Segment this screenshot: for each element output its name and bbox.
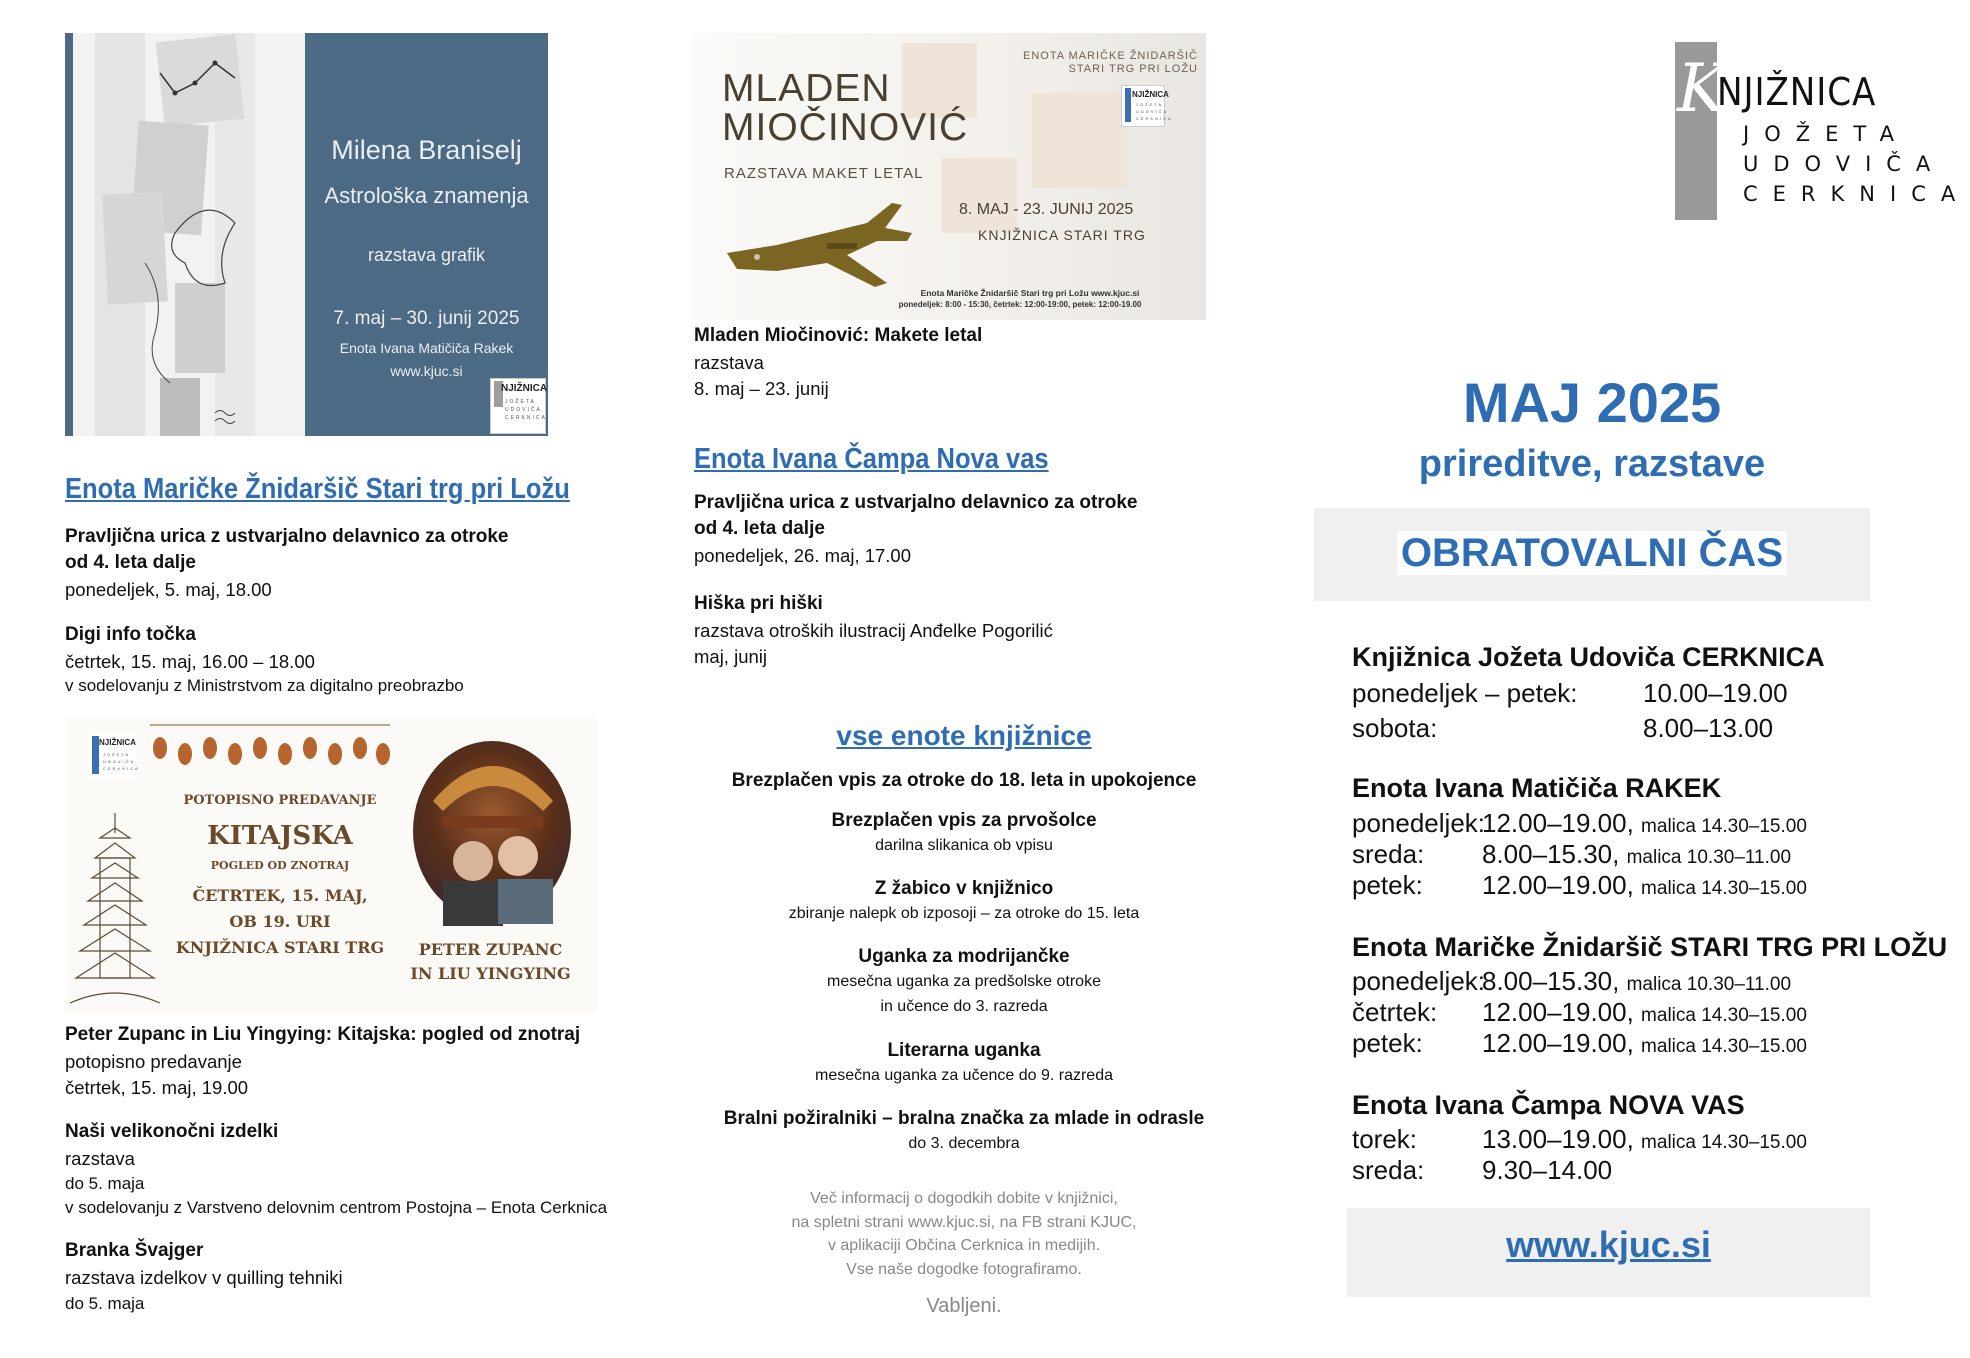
poster-dates: 7. maj – 30. junij 2025: [333, 308, 520, 329]
poster-kicker: POTOPISNO PREDAVANJE: [183, 793, 377, 808]
poster-dates: 8. MAJ - 23. JUNIJ 2025: [959, 201, 1134, 218]
airplane-model-icon: [717, 183, 927, 293]
hours-day: petek:: [1352, 870, 1423, 900]
hours-time: 12.00–19.00, malica 14.30–15.00: [1482, 808, 1807, 838]
library-logo-small: NJIŽNICA JOŽETA UDOVIČA CERKNICA: [1121, 85, 1165, 127]
hours-time: 10.00–19.00: [1643, 678, 1788, 708]
event-note: v sodelovanju z Varstveno delovnim centrom Postojna – Enota Cerknica: [65, 1198, 608, 1217]
welcome-text: Vabljeni.: [926, 1295, 1002, 1317]
hours-day: četrtek:: [1352, 997, 1438, 1027]
hours-time: 12.00–19.00, malica 14.30–15.00: [1482, 1028, 1807, 1058]
all-units-item-desc: in učence do 3. razreda: [880, 998, 1048, 1015]
hours-day: sobota:: [1352, 713, 1438, 743]
section-heading-nova-vas: Enota Ivana Čampa Nova vas: [694, 443, 1049, 475]
poster-footer-hours: ponedeljek: 8:00 - 15:30, četrtek: 12:00-19:00, petek: 12:00-19.00: [898, 300, 1142, 309]
poster-date: ČETRTEK, 15. MAJ,: [192, 886, 368, 905]
all-units-item: Literarna uganka: [887, 1040, 1041, 1061]
poster-org: ENOTA MARIČKE ŽNIDARŠIČ STARI TRG PRI LOŽU: [1023, 50, 1198, 75]
event-when: ponedeljek, 5. maj, 18.00: [65, 579, 272, 600]
event-title: Branka Švajger: [65, 1240, 204, 1261]
poster-names-line2: IN LIU YINGYING: [410, 964, 571, 983]
section-heading-all-units: vse enote knjižnice: [836, 720, 1092, 751]
event-type: razstava izdelkov v quilling tehniki: [65, 1267, 343, 1288]
all-units-item-desc: mesečna uganka za učence do 9. razreda: [815, 1067, 1113, 1084]
event-when: četrtek, 15. maj, 16.00 – 18.00: [65, 651, 315, 672]
all-units-item-desc: mesečna uganka za predšolske otroke: [827, 973, 1101, 990]
poster-subtitle: POGLED OD ZNOTRAJ: [210, 859, 350, 872]
all-units-item: Z žabico v knjižnico: [874, 878, 1054, 899]
hours-time: 8.00–15.30, malica 10.30–11.00: [1482, 839, 1792, 869]
poster-venue: Enota Ivana Matičiča Rakek: [339, 340, 514, 356]
pagoda-illustration: [70, 813, 160, 1008]
hours-time: 8.00–15.30, malica 10.30–11.00: [1482, 966, 1792, 996]
poster-footer-address: Enota Maričke Žnidaršič Stari trg pri Ložu www.kjuc.si: [920, 288, 1140, 298]
all-units-item-desc: do 3. decembra: [908, 1135, 1020, 1152]
event-title: Mladen Miočinović: Makete letal: [694, 325, 983, 346]
poster-url: www.kjuc.si: [390, 363, 463, 379]
event-type: potopisno predavanje: [65, 1051, 242, 1072]
month-title: MAJ 2025: [1462, 371, 1722, 434]
event-when: ponedeljek, 26. maj, 17.00: [694, 545, 912, 566]
hours-time: 9.30–14.00: [1482, 1155, 1613, 1185]
poster-name-line2: MIOČINOVIĆ: [722, 106, 969, 149]
unit-name-stari-trg: Enota Maričke Žnidaršič STARI TRG PRI LOŽU: [1352, 932, 1948, 962]
library-logo-small: NJIŽNICA JOŽETA UDOVIČA CERKNICA: [490, 378, 546, 434]
info-note: Več informacij o dogodkih dobite v knjižnici, na spletni strani www.kjuc.si, na FB strani KJUC, v aplikaciji Občina Cerknica in medijih. Vse naše dogodke fotografiramo.: [791, 1190, 1137, 1278]
hours-day: torek:: [1352, 1124, 1418, 1154]
library-logo: K NJIŽNICA JOŽETA UDOVIČA CERKNICA: [1675, 42, 1871, 222]
unit-name-cerknica: Knjižnica Jožeta Udoviča CERKNICA: [1352, 642, 1825, 672]
event-title: Hiška pri hiški: [694, 593, 823, 614]
section-heading-stari-trg: Enota Maričke Žnidaršič Stari trg pri Ložu: [65, 473, 570, 505]
poster-text-panel: [305, 33, 548, 436]
poster-artist: Milena Braniselj: [331, 135, 522, 165]
hours-day: ponedeljek:: [1352, 808, 1485, 838]
hours-day: ponedeljek:: [1352, 966, 1485, 996]
poster-title: Astrološka znamenja: [324, 183, 529, 208]
lanterns-decoration: [150, 720, 390, 775]
presenters-photo: [413, 741, 571, 921]
library-logo-small: NJIŽNICA JOŽETA UDOVIČA CERKNICA: [89, 734, 135, 778]
event-title: Pravljična urica z ustvarjalno delavnico za otroke: [694, 492, 1138, 513]
event-type: razstava: [694, 352, 764, 373]
event-title: Digi info točka: [65, 624, 196, 645]
hours-time: 12.00–19.00, malica 14.30–15.00: [1482, 870, 1807, 900]
poster-type: razstava grafik: [367, 245, 486, 265]
poster-artwork: [65, 33, 305, 436]
poster-names-line1: PETER ZUPANC: [418, 940, 563, 959]
event-type: razstava: [65, 1148, 135, 1169]
event-title-cont: od 4. leta dalje: [694, 518, 825, 539]
website-link[interactable]: www.kjuc.si: [1506, 1224, 1711, 1265]
poster-time: OB 19. URI: [229, 912, 331, 931]
all-units-item: Brezplačen vpis za otroke do 18. leta in upokojence: [731, 770, 1197, 791]
all-units-item: Bralni požiralniki – bralna značka za mlade in odrasle: [723, 1108, 1205, 1129]
month-subtitle: prireditve, razstave: [1418, 443, 1766, 485]
unit-name-nova-vas: Enota Ivana Čampa NOVA VAS: [1352, 1090, 1745, 1120]
event-title: Naši velikonočni izdelki: [65, 1121, 279, 1142]
event-when: 8. maj – 23. junij: [694, 378, 829, 399]
poster-name-line1: MLADEN: [722, 67, 891, 110]
event-title-cont: od 4. leta dalje: [65, 552, 196, 573]
hours-time: 12.00–19.00, malica 14.30–15.00: [1482, 997, 1807, 1027]
event-title: Pravljična urica z ustvarjalno delavnico za otroke: [65, 526, 509, 547]
all-units-item-desc: darilna slikanica ob vpisu: [875, 837, 1053, 854]
event-note: v sodelovanju z Ministrstvom za digitalno preobrazbo: [65, 676, 464, 695]
poster-milena-braniselj: [65, 33, 548, 436]
hours-day: petek:: [1352, 1028, 1423, 1058]
poster-mladen-miocinovic: [692, 33, 1206, 320]
all-units-item-desc: zbiranje nalepk ob izposoji – za otroke do 15. leta: [788, 905, 1140, 922]
poster-title: KITAJSKA: [207, 821, 353, 851]
hours-day: sreda:: [1352, 1155, 1425, 1185]
hours-day: ponedeljek – petek:: [1352, 678, 1578, 708]
event-when: maj, junij: [694, 646, 767, 667]
event-title: Peter Zupanc in Liu Yingying: Kitajska: pogled od znotraj: [65, 1024, 581, 1045]
event-when: četrtek, 15. maj, 19.00: [65, 1077, 249, 1098]
unit-name-rakek: Enota Ivana Matičiča RAKEK: [1352, 773, 1722, 803]
event-when: do 5. maja: [65, 1174, 145, 1193]
event-desc: razstava otroških ilustracij Anđelke Pogorilić: [694, 620, 1053, 641]
event-when: do 5. maja: [65, 1294, 145, 1313]
poster-venue: KNJIŽNICA STARI TRG: [175, 938, 385, 957]
all-units-item: Brezplačen vpis za prvošolce: [831, 810, 1097, 831]
hours-time: 13.00–19.00, malica 14.30–15.00: [1482, 1124, 1807, 1154]
poster-library: KNJIŽNICA STARI TRG: [978, 227, 1146, 243]
hours-day: sreda:: [1352, 839, 1425, 869]
all-units-item: Uganka za modrijančke: [858, 946, 1070, 967]
hours-title: OBRATOVALNI ČAS: [1314, 531, 1870, 576]
hours-time: 8.00–13.00: [1643, 713, 1774, 743]
poster-subtitle: RAZSTAVA MAKET LETAL: [724, 165, 924, 182]
poster-kitajska: [65, 718, 597, 1013]
